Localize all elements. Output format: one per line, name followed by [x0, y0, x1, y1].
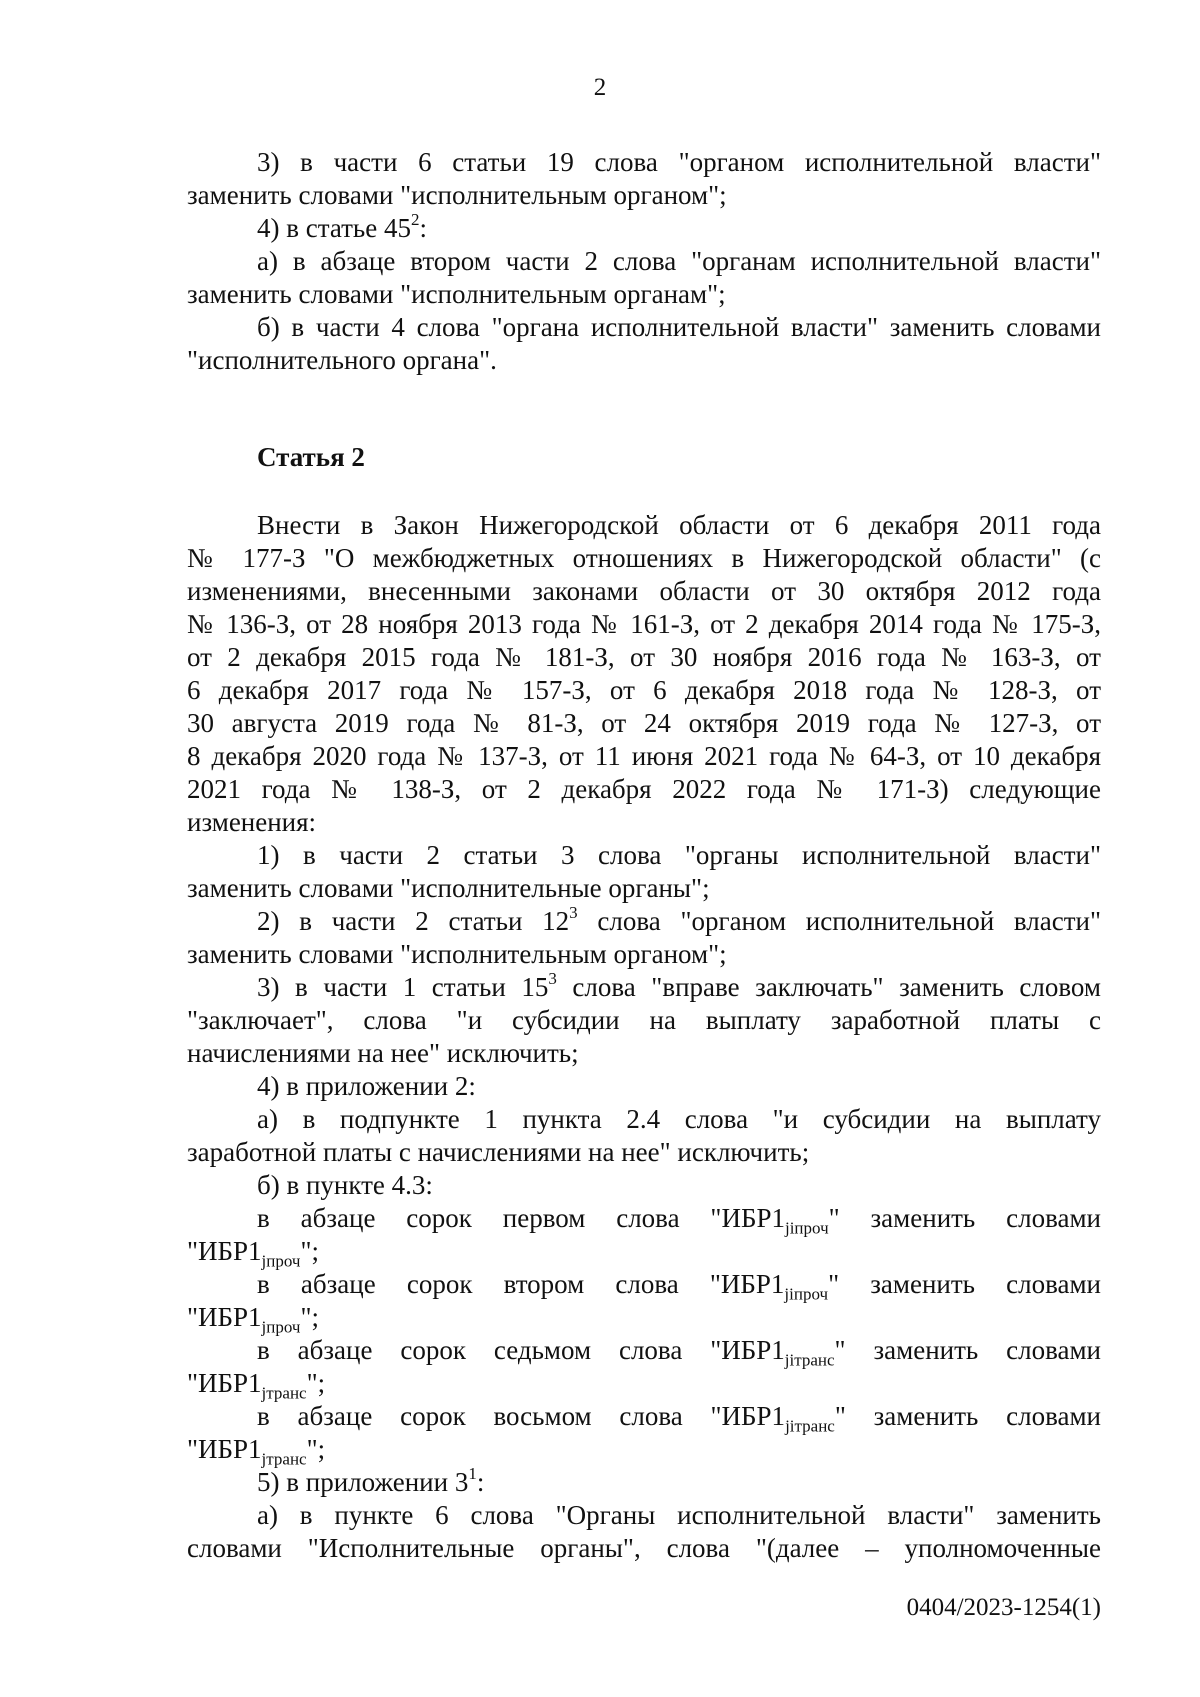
article-heading: Статья 2 — [257, 442, 365, 472]
text-line: 8 декабря 2020 года № 137-З, от 11 июня 2021 года № 64-З, от 10 декабря — [187, 741, 1101, 771]
text-fragment: " заменить словами — [834, 1335, 1101, 1365]
text-fragment: в абзаце сорок втором слова "ИБР1 — [257, 1269, 785, 1299]
text-line: а) в пункте 6 слова "Органы исполнительной власти" заменить — [257, 1500, 1101, 1530]
text-line: 30 августа 2019 года № 81-З, от 24 октября 2019 года № 127-З, от — [187, 708, 1101, 738]
text-fragment: слова "органом исполнительной власти" — [577, 906, 1102, 936]
text-line: заменить словами "исполнительным органом"; — [187, 180, 727, 210]
subscript: jiпроч — [784, 1284, 829, 1304]
text-fragment: "; — [306, 1368, 326, 1398]
text-line: № 136-З, от 28 ноября 2013 года № 161-З, от 2 декабря 2014 года № 175-З, — [187, 609, 1101, 639]
text-line — [187, 1268, 1101, 1304]
superscript: 1 — [468, 1464, 477, 1483]
text-line: от 2 декабря 2015 года № 181-З, от 30 ноября 2016 года № 163-З, от — [187, 642, 1101, 672]
text-fragment: " заменить словами — [828, 1203, 1101, 1233]
text-fragment: "; — [300, 1236, 320, 1266]
text-fragment: 3) в части 1 статьи 15 — [257, 972, 549, 1002]
text-line: а) в подпункте 1 пункта 2.4 слова "и субсидии на выплату — [257, 1104, 1101, 1134]
text-line — [187, 1202, 1101, 1238]
text-line: 2021 года № 138-З, от 2 декабря 2022 года № 171-З) следующие — [187, 774, 1101, 804]
text-line: заработной платы с начислениями на нее" исключить; — [187, 1137, 810, 1167]
text-line: словами "Исполнительные органы", слова "(далее – уполномоченные — [187, 1533, 1101, 1563]
text-fragment: "ИБР1 — [187, 1302, 262, 1332]
text-fragment: : — [476, 1467, 485, 1497]
page-number: 2 — [593, 74, 607, 101]
text-fragment: "ИБР1 — [187, 1434, 262, 1464]
subscript: jтранс — [261, 1449, 307, 1469]
subscript: jпроч — [261, 1317, 301, 1337]
text-fragment: слова "вправе заключать" заменить словом — [556, 972, 1101, 1002]
subscript: jiтранс — [784, 1350, 835, 1370]
text-line: 6 декабря 2017 года № 157-З, от 6 декабря 2018 года № 128-З, от — [187, 675, 1101, 705]
text-line: заменить словами "исполнительные органы"; — [187, 873, 710, 903]
document-code: 0404/2023-1254(1) — [906, 1594, 1101, 1621]
subscript: jпроч — [261, 1251, 301, 1271]
text-line — [187, 1466, 1101, 1499]
text-fragment: " заменить словами — [834, 1401, 1101, 1431]
text-line: изменениями, внесенными законами области от 30 октября 2012 года — [187, 576, 1101, 606]
superscript: 3 — [569, 903, 578, 922]
superscript: 3 — [548, 969, 557, 988]
subscript: jiтранс — [785, 1416, 835, 1436]
text-fragment: 5) в приложении 3 — [257, 1467, 469, 1497]
text-line: 3) в части 6 статьи 19 слова "органом исполнительной власти" — [257, 147, 1101, 177]
text-line: "исполнительного органа". — [187, 345, 497, 375]
text-line — [187, 1334, 1101, 1370]
text-line: а) в абзаце втором части 2 слова "органам исполнительной власти" — [257, 246, 1101, 276]
text-line: 1) в части 2 статьи 3 слова "органы исполнительной власти" — [257, 840, 1101, 870]
text-line — [187, 1433, 1101, 1469]
text-line: заменить словами "исполнительным органом"; — [187, 939, 727, 969]
text-line: заменить словами "исполнительным органам"; — [187, 279, 726, 309]
subscript: jiпроч — [784, 1218, 829, 1238]
text-fragment: : — [419, 213, 427, 243]
text-line — [187, 971, 1101, 1004]
text-line — [187, 1400, 1101, 1436]
text-line — [187, 212, 1101, 245]
text-line — [187, 1367, 1101, 1403]
text-line: б) в пункте 4.3: — [257, 1170, 433, 1200]
text-fragment: "ИБР1 — [187, 1368, 262, 1398]
text-fragment: в абзаце сорок седьмом слова "ИБР1 — [257, 1335, 785, 1365]
text-line: Внести в Закон Нижегородской области от 6 декабря 2011 года — [257, 510, 1101, 540]
text-fragment: 2) в части 2 статьи 12 — [257, 906, 570, 936]
text-fragment: 4) в статье 45 — [257, 213, 411, 243]
document-body — [187, 146, 1101, 1565]
text-fragment: в абзаце сорок первом слова "ИБР1 — [257, 1203, 785, 1233]
text-fragment: " заменить словами — [828, 1269, 1101, 1299]
text-line: начислениями на нее" исключить; — [187, 1038, 579, 1068]
text-line — [187, 1235, 1101, 1271]
subscript: jтранс — [261, 1383, 307, 1403]
text-fragment: в абзаце сорок восьмом слова "ИБР1 — [257, 1401, 786, 1431]
text-line — [187, 905, 1101, 938]
text-line: 4) в приложении 2: — [257, 1071, 476, 1101]
text-line: "заключает", слова "и субсидии на выплату заработной платы с — [187, 1005, 1101, 1035]
text-fragment: "; — [300, 1302, 320, 1332]
text-fragment: "; — [306, 1434, 326, 1464]
text-line — [187, 1301, 1101, 1337]
text-line: № 177-З "О межбюджетных отношениях в Нижегородской области" (с — [187, 543, 1101, 573]
superscript: 2 — [410, 210, 420, 229]
text-fragment: "ИБР1 — [187, 1236, 262, 1266]
text-line: изменения: — [187, 807, 317, 837]
text-line: б) в части 4 слова "органа исполнительной власти" заменить словами — [257, 312, 1101, 342]
